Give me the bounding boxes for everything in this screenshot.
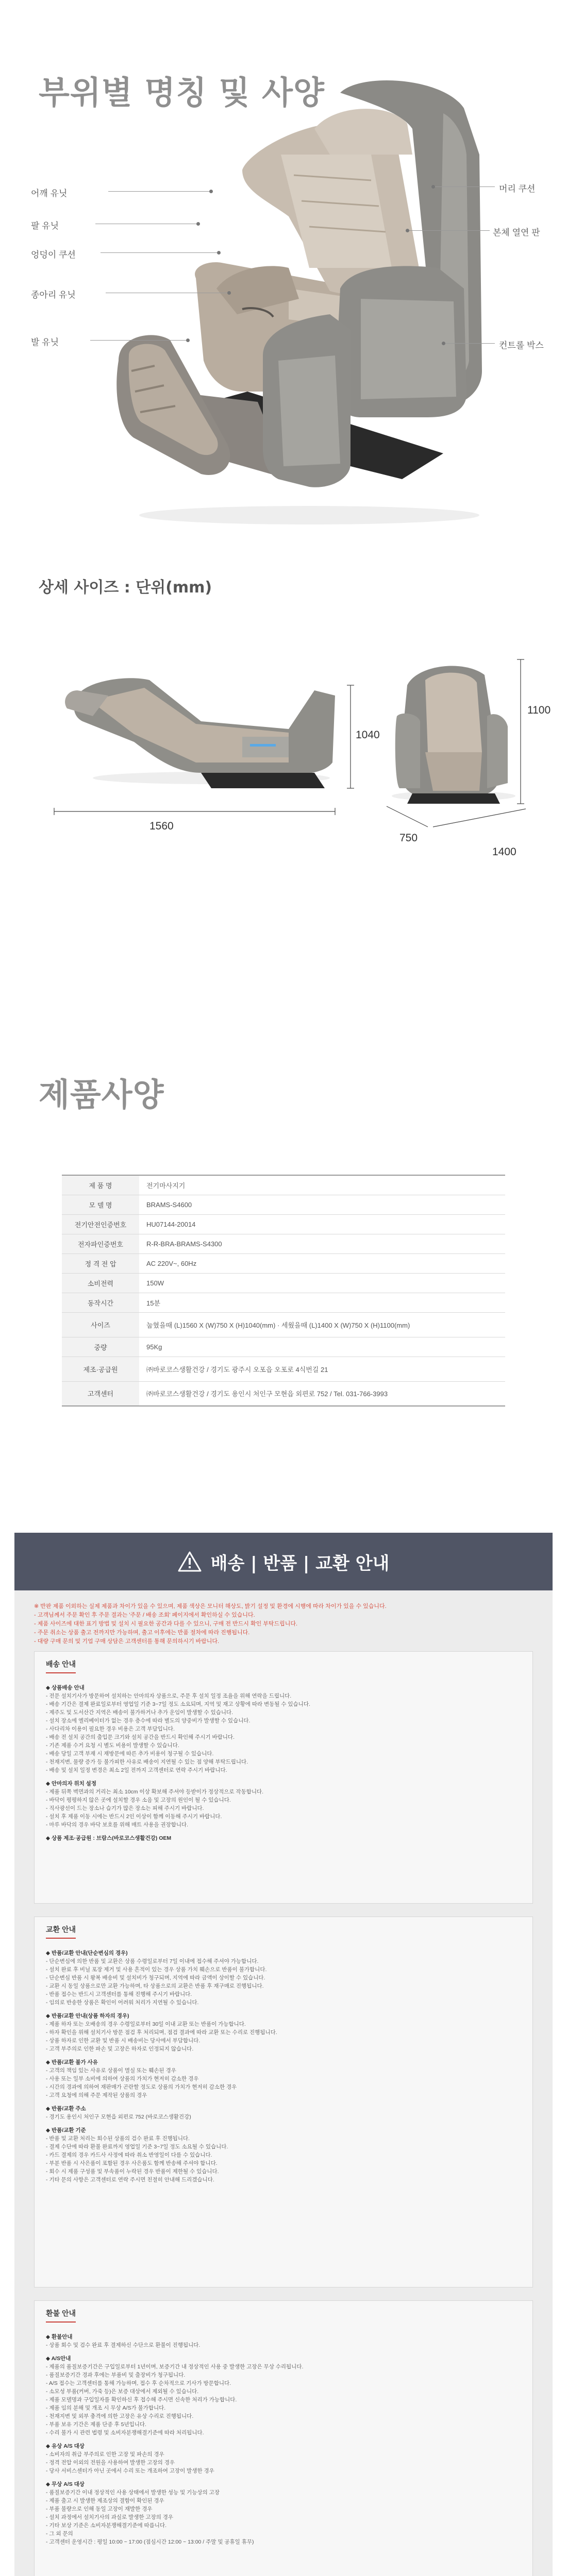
dimensions-title: 상세 사이즈 : 단위(mm): [39, 579, 212, 597]
hip-leader: [101, 252, 219, 253]
info-line: - 천재지변 및 외부 충격에 의한 고장은 유상 수리로 진행됩니다.: [46, 2413, 194, 2419]
info-line: - 단순변심에 의한 반품 및 교환은 상품 수령일로부터 7일 이내에 접수해 주셔야 가능합니다.: [46, 1958, 259, 1964]
spec-row: [62, 1357, 505, 1381]
spec-row: [62, 1337, 505, 1357]
info-line: - 단순변심 반품 시 왕복 배송비 및 설치비가 청구되며, 지역에 따라 금액이 상이할 수 있습니다.: [46, 1975, 265, 1981]
label-control-box: 컨트롤 박스: [499, 341, 544, 350]
spec-key: 정 격 전 압: [62, 1253, 139, 1273]
spec-row: [62, 1195, 505, 1214]
info-line: - 부품 보유 기간은 제품 단종 후 5년입니다.: [46, 2421, 146, 2428]
info-line: - 상품 하자로 인한 교환 및 반품 시 배송비는 당사에서 부담합니다.: [46, 2038, 201, 2044]
upright-height-value: 1100: [527, 704, 551, 716]
spec-row: [62, 1253, 505, 1273]
info-line: - 고객센터 운영시간 : 평일 10:00 ~ 17:00 (점심시간 12:00 ~ 13:00 / 주말 및 공휴일 휴무): [46, 2539, 254, 2545]
spec-value: 150W: [139, 1273, 505, 1293]
spec-key: 사이즈: [62, 1312, 139, 1337]
upright-depth-value: 1400: [492, 846, 516, 858]
shipping-section: [14, 1533, 553, 2576]
spec-title: 제품사양: [39, 1076, 164, 1113]
info-line: - A/S 접수는 고객센터를 통해 가능하며, 접수 후 순차적으로 기사가 방문합니다.: [46, 2380, 231, 2386]
info-line: - 마루 바닥의 경우 바닥 보호를 위해 매트 사용을 권장합니다.: [46, 1822, 189, 1828]
foot-leader: [90, 340, 188, 341]
label-foot-unit: 발 유닛: [31, 337, 59, 347]
spec-key: 중량: [62, 1337, 139, 1357]
refund-info-title: 환불 안내: [46, 2308, 76, 2323]
shipping-header: [14, 1533, 553, 1590]
info-line: - 설치 완료 후 비닐 포장 제거 및 사용 흔적이 있는 경우 상품 가치 훼손으로 반품이 불가합니다.: [46, 1967, 267, 1973]
info-line: - 경기도 용인시 처인구 모현읍 외편로 752 (바로코스생활건강): [46, 2114, 191, 2120]
spec-key: 전자파인증번호: [62, 1234, 139, 1253]
massage-chair-front-image: [0, 0, 567, 546]
spec-key: 제조·공급원: [62, 1357, 139, 1381]
info-line: - 제품 모델명과 구입일자를 확인하신 후 접수해 주시면 신속한 처리가 가능합니다.: [46, 2397, 237, 2403]
info-line: ◆ 안마의자 위치 설정: [46, 1781, 96, 1787]
info-line: - 부분 반품 시 사은품이 포함된 경우 사은품도 함께 반송해 주셔야 합니다.: [46, 2160, 218, 2166]
info-line: - 제품 뒤쪽 벽면과의 거리는 최소 10cm 이상 확보해 주셔야 등받이가 정상적으로 작동합니다.: [46, 1789, 264, 1795]
info-line: - 소비자의 취급 부주의로 인한 고장 및 파손의 경우: [46, 2451, 164, 2458]
info-line: - 바닥이 평평하지 않은 곳에 설치할 경우 소음 및 고장의 원인이 될 수 있습니다.: [46, 1797, 231, 1803]
info-line: - 상품 회수 및 검수 완료 후 결제하신 수단으로 환불이 진행됩니다.: [46, 2342, 201, 2348]
info-line: - 설치 장소에 엘리베이터가 없는 경우 층수에 따라 별도의 양중비가 발생할 수 있습니다.: [46, 1718, 251, 1724]
parts-title: 부위별 명칭 및 사양: [39, 74, 325, 111]
label-arm-unit: 팔 유닛: [31, 221, 59, 231]
info-line: - 품질보증기간 경과 후에는 부품비 및 출장비가 청구됩니다.: [46, 2372, 186, 2378]
spec-table: [62, 1175, 505, 1406]
warning-line: - 대량 구매 문의 및 기업 구매 상담은 고객센터를 통해 문의하시기 바랍니다.: [34, 1638, 220, 1645]
info-line: - 제품 임의 분해 및 개조 시 무상 A/S가 불가합니다.: [46, 2405, 166, 2411]
info-line: - 전문 설치기사가 방문하여 설치하는 안마의자 상품으로, 주문 후 설치 일정 조율을 위해 연락을 드립니다.: [46, 1693, 292, 1699]
info-line: - 제품 하자 또는 오배송의 경우 수령일로부터 30일 이내 교환 또는 반품이 가능합니다.: [46, 2021, 246, 2027]
spec-value: AC 220V~, 60Hz: [139, 1253, 505, 1273]
spec-row: [62, 1312, 505, 1337]
info-line: - 사용 또는 일부 소비에 의하여 상품의 가치가 현저히 감소한 경우: [46, 2076, 199, 2082]
spec-value: 15분: [139, 1293, 505, 1312]
info-line: - 임의로 반송한 상품은 확인이 어려워 처리가 지연될 수 있습니다.: [46, 1999, 199, 2006]
info-line: ◆ 환불안내: [46, 2334, 73, 2340]
info-line: - 제품의 품질보증기간은 구입일로부터 1년이며, 보증기간 내 정상적인 사용 중 발생한 고장은 무상 수리됩니다.: [46, 2364, 304, 2370]
shipping-warning-text: [34, 1602, 534, 1646]
info-line: - 부품 불량으로 인해 동일 고장이 재발한 경우: [46, 2506, 153, 2512]
label-head-cushion: 머리 쿠션: [499, 184, 536, 194]
info-line: - 시간의 경과에 의하여 재판매가 곤란할 정도로 상품의 가치가 현저히 감소한 경우: [46, 2084, 237, 2090]
spec-value: ㈜바로코스생활건강 / 경기도 광주시 오포읍 오포로 4식번길 21: [139, 1357, 505, 1381]
parts-section: [0, 0, 567, 546]
spec-value: R-R-BRA-BRAMS-S4300: [139, 1234, 505, 1253]
spec-value: 눕혔을때 (L)1560 X (W)750 X (H)1040(mm) · 세웠을때 (L)1400 X (W)750 X (H)1100(mm): [139, 1312, 505, 1337]
info-line: ◆ 반품/교환 안내(단순변심의 경우): [46, 1950, 128, 1956]
reclined-width-value: 1560: [149, 820, 174, 832]
delivery-info-lines: [46, 1684, 521, 1842]
exchange-info-title: 교환 안내: [46, 1924, 76, 1939]
spec-value: ㈜바로코스생활건강 / 경기도 용인시 처인구 모현읍 외편로 752 / Tel. 031-766-3993: [139, 1381, 505, 1406]
info-line: - 기존 제품 수거 요청 시 별도 비용이 발생할 수 있습니다.: [46, 1742, 179, 1749]
info-line: ◆ 유상 A/S 대상: [46, 2443, 85, 2449]
remote-leader: [407, 230, 490, 231]
control-box-leader: [443, 343, 495, 344]
spec-row: [62, 1381, 505, 1406]
spec-key: 모 델 명: [62, 1195, 139, 1214]
spec-value: BRAMS-S4600: [139, 1195, 505, 1214]
info-line: - 배송 전 설치 공간의 출입문 크기와 설치 공간을 반드시 확인해 주시기 바랍니다.: [46, 1734, 235, 1740]
info-line: - 배송 당일 고객 부재 시 재방문에 따른 추가 비용이 청구될 수 있습니다.: [46, 1751, 214, 1757]
reclined-height-value: 1040: [356, 729, 380, 741]
exchange-info-box: [34, 1917, 533, 2287]
warning-line: - 고객님께서 주문 확인 후 주문 결과는 '주문 / 배송 조회' 페이지에서 확인하실 수 있습니다.: [34, 1612, 255, 1618]
info-line: - 그 외 문의: [46, 2531, 73, 2537]
refund-info-lines: [46, 2333, 521, 2546]
info-line: - 품질보증기간 이내 정상적인 사용 상태에서 발생한 성능 및 기능상의 고장: [46, 2489, 220, 2496]
label-calf-unit: 종아리 유닛: [31, 290, 76, 300]
warning-line: - 주문 취소는 상품 출고 전까지만 가능하며, 출고 이후에는 반품 절차에 따라 진행됩니다.: [34, 1630, 250, 1636]
info-line: - 하자 확인을 위해 설치기사 방문 점검 후 처리되며, 점검 결과에 따라 교환 또는 수리로 진행됩니다.: [46, 2029, 277, 2036]
delivery-info-box: [34, 1651, 533, 1904]
info-line: - 기타 문의 사항은 고객센터로 연락 주시면 친절히 안내해 드리겠습니다.: [46, 2177, 214, 2183]
reclined-chair-image: [46, 618, 366, 886]
info-line: - 사다리차 이용이 필요한 경우 비용은 고객 부담입니다.: [46, 1726, 175, 1732]
info-line: - 제품 출고 시 발생한 제조상의 결함이 확인된 경우: [46, 2498, 164, 2504]
spec-key: 전기안전인증번호: [62, 1214, 139, 1234]
info-line: - 당사 서비스센터가 아닌 곳에서 수리 또는 개조하여 고장이 발생한 경우: [46, 2468, 214, 2474]
spec-key: 제 품 명: [62, 1175, 139, 1195]
shipping-header-title: 배송 | 반품 | 교환 안내: [210, 1553, 390, 1574]
info-line: - 제주도 및 도서산간 지역은 배송이 불가하거나 추가 운임이 발생할 수 있습니다.: [46, 1709, 234, 1716]
label-hip-cushion: 엉덩이 쿠션: [31, 250, 76, 260]
info-line: - 반품 및 교환 처리는 회수된 상품의 검수 완료 후 진행됩니다.: [46, 2136, 190, 2142]
upright-chair-image: [376, 649, 552, 886]
info-line: - 회수 시 제품 구성품 및 부속품이 누락된 경우 반품이 제한될 수 있습니다.: [46, 2168, 219, 2175]
info-line: - 수리 불가 시 관련 법령 및 소비자분쟁해결기준에 따라 처리됩니다.: [46, 2430, 204, 2436]
info-line: ◆ 상품배송 안내: [46, 1685, 85, 1691]
info-line: - 결제 수단에 따라 환불 완료까지 영업일 기준 3~7일 정도 소요될 수 있습니다.: [46, 2144, 228, 2150]
spec-key: 소비전력: [62, 1273, 139, 1293]
info-line: - 고객의 책임 있는 사유로 상품이 멸실 또는 훼손된 경우: [46, 2067, 176, 2074]
info-line: - 배송 기간은 결제 완료일로부터 영업일 기준 3~7일 정도 소요되며, 지역 및 재고 상황에 따라 변동될 수 있습니다.: [46, 1701, 310, 1707]
warning-line: - 제품 사이즈에 대한 표기 방법 및 설치 시 필요한 공간과 다를 수 있으니, 구매 전 반드시 확인 부탁드립니다.: [34, 1621, 298, 1627]
spec-value: HU07144-20014: [139, 1214, 505, 1234]
spec-row: [62, 1273, 505, 1293]
info-line: - 카드 결제의 경우 카드사 사정에 따라 취소 반영일이 다를 수 있습니다.: [46, 2152, 212, 2158]
info-line: ◆ 상품 제조·공급원 : 브람스(바로코스생활건강) OEM: [46, 1835, 172, 1841]
info-line: - 반품 접수는 반드시 고객센터를 통해 진행해 주시기 바랍니다.: [46, 1991, 192, 1997]
refund-info-box: [34, 2300, 533, 2576]
info-line: - 고객 부주의로 인한 파손 및 고장은 하자로 인정되지 않습니다.: [46, 2046, 194, 2052]
shoulder-leader: [108, 191, 211, 192]
spec-key: 동작시간: [62, 1293, 139, 1312]
info-line: ◆ 반품/교환 주소: [46, 2106, 86, 2112]
info-line: - 기타 보상 기준은 소비자분쟁해결기준에 따릅니다.: [46, 2522, 167, 2529]
info-line: - 천재지변, 물량 증가 등 불가피한 사유로 배송이 지연될 수 있는 점 양해 부탁드립니다.: [46, 1759, 248, 1765]
info-line: - 설치 후 제품 이동 시에는 반드시 2인 이상이 함께 이동해 주시기 바랍니다.: [46, 1814, 222, 1820]
info-line: - 소모성 부품(커버, 가죽 등)은 보증 대상에서 제외될 수 있습니다.: [46, 2388, 199, 2395]
info-line: - 배송 및 설치 일정 변경은 최소 2일 전까지 고객센터로 연락 주시기 바랍니다.: [46, 1767, 227, 1773]
warning-triangle-icon: [178, 1551, 202, 1572]
label-remote: 본체 열연 판: [493, 228, 540, 238]
label-shoulder-unit: 어깨 유닛: [31, 189, 68, 198]
info-line: - 고객 요청에 의해 주문 제작된 상품의 경우: [46, 2092, 147, 2098]
info-line: - 설치 과정에서 설치기사의 과실로 발생한 고장의 경우: [46, 2514, 174, 2520]
spec-row: [62, 1175, 505, 1195]
info-line: - 정격 전압 이외의 전원을 사용하여 발생한 고장의 경우: [46, 2460, 175, 2466]
info-line: ◆ 무상 A/S 대상: [46, 2481, 85, 2487]
info-line: ◆ 반품/교환 기준: [46, 2127, 86, 2133]
info-line: ◆ A/S안내: [46, 2355, 71, 2362]
spec-value: 전기마사지기: [139, 1175, 505, 1195]
upright-width-value: 750: [399, 832, 418, 844]
spec-row: [62, 1234, 505, 1253]
delivery-info-title: 배송 안내: [46, 1659, 76, 1673]
warning-line: ※ 반판 제품 이외하는 실제 제품과 차이가 있을 수 있으며, 제품 색상은 모니터 해상도, 밝기 설정 및 환경에 시행에 따라 차이가 있을 수 있습니다.: [34, 1603, 387, 1609]
spec-key: 고객센터: [62, 1381, 139, 1406]
exchange-info-lines: [46, 1949, 521, 2184]
spec-value: 95Kg: [139, 1337, 505, 1357]
dimensions-section: [0, 546, 567, 999]
info-line: ◆ 반품/교환 안내(상품 하자의 경우): [46, 2013, 129, 2019]
spec-row: [62, 1214, 505, 1234]
spec-row: [62, 1293, 505, 1312]
info-line: ◆ 반품/교환 불가 사유: [46, 2059, 98, 2065]
info-line: - 직사광선이 드는 장소나 습기가 많은 장소는 피해 주시기 바랍니다.: [46, 1805, 204, 1811]
spec-section: [0, 999, 567, 1473]
info-line: - 교환 시 동일 상품으로만 교환 가능하며, 타 상품으로의 교환은 반품 후 재구매로 진행됩니다.: [46, 1983, 264, 1989]
